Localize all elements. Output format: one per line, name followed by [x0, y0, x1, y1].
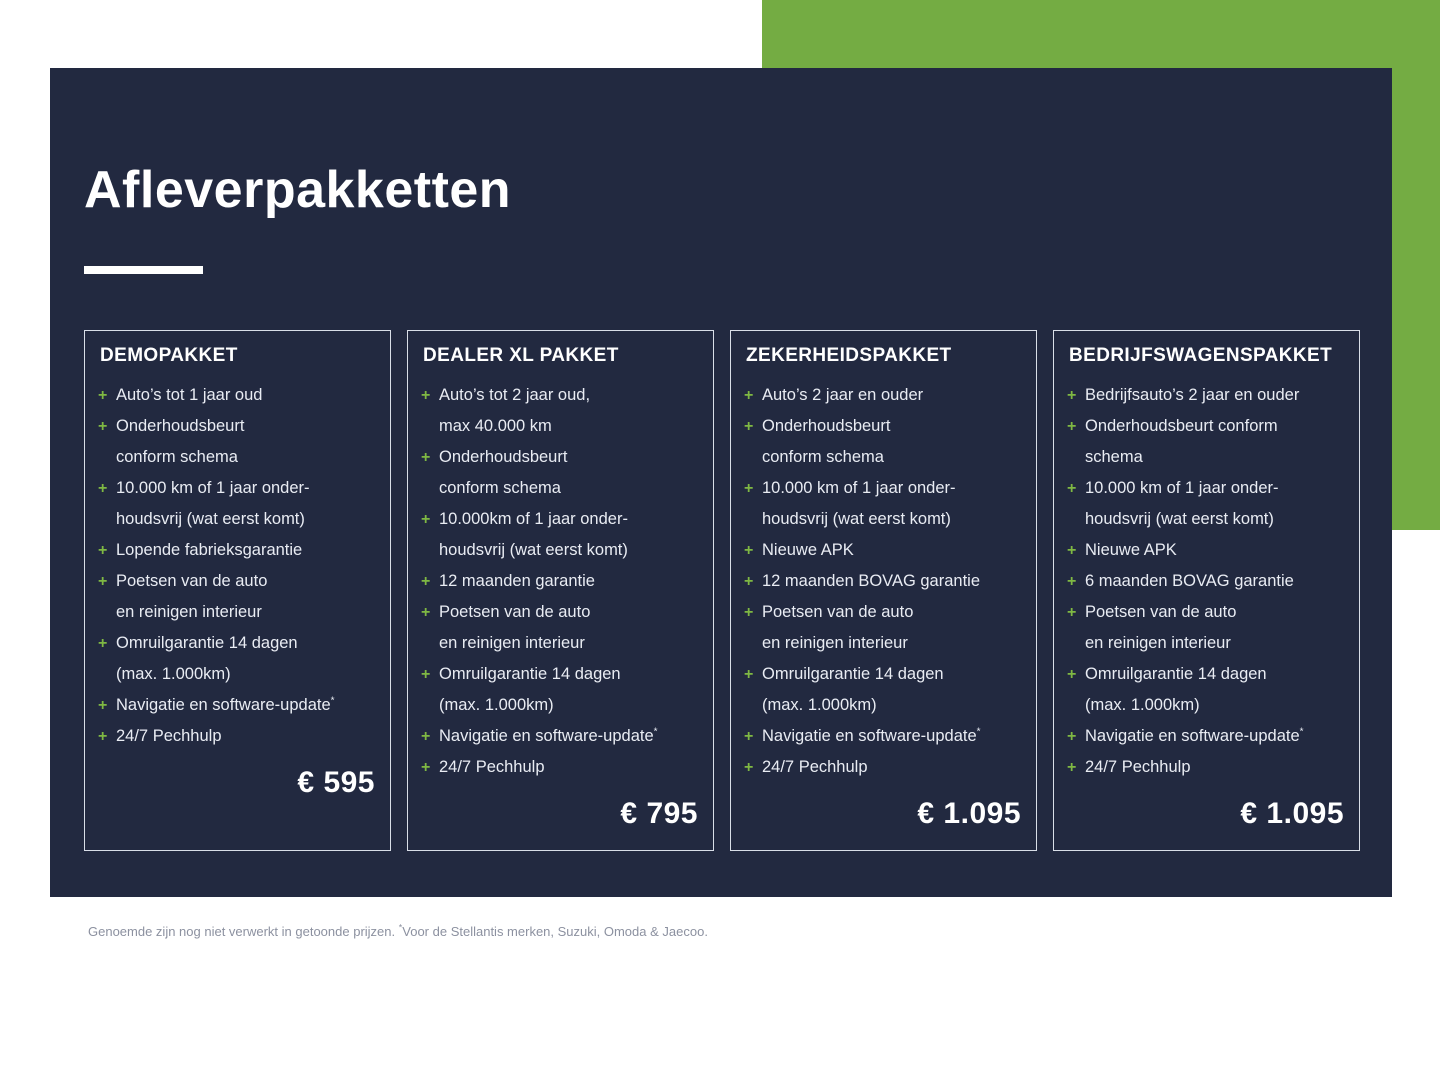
feature-line-continuation: [98, 659, 377, 690]
package-card: [730, 330, 1037, 851]
feature-line: [421, 504, 700, 535]
asterisk-superscript: *: [1299, 726, 1304, 738]
feature-line: [744, 535, 1023, 566]
plus-icon: +: [98, 418, 108, 435]
footnote-text: Genoemde zijn nog niet verwerkt in getoonde prijzen.: [88, 924, 399, 939]
plus-icon: +: [744, 728, 754, 745]
feature-line: [744, 659, 1023, 690]
feature-line-continuation: [744, 442, 1023, 473]
feature-text: Onderhoudsbeurt: [439, 448, 568, 466]
feature-text: Omruilgarantie 14 dagen: [439, 665, 621, 683]
feature-list: [98, 380, 377, 752]
feature-line: [744, 380, 1023, 411]
feature-text: 24/7 Pechhulp: [439, 758, 545, 776]
feature-text: 12 maanden garantie: [439, 572, 595, 590]
plus-icon: +: [744, 418, 754, 435]
plus-icon: +: [421, 387, 431, 404]
page-title: Afleverpakketten: [84, 161, 512, 219]
plus-icon: +: [1067, 480, 1077, 497]
package-price: € 795: [620, 797, 698, 830]
feature-line: [98, 566, 377, 597]
feature-text: Onderhoudsbeurt: [762, 417, 891, 435]
feature-text: 12 maanden BOVAG garantie: [762, 572, 980, 590]
feature-line: [98, 721, 377, 752]
feature-text: en reinigen interieur: [439, 634, 585, 652]
plus-icon: +: [421, 728, 431, 745]
feature-text: Bedrijfsauto’s 2 jaar en ouder: [1085, 386, 1300, 404]
feature-line: [421, 566, 700, 597]
plus-icon: +: [744, 666, 754, 683]
feature-text: Poetsen van de auto: [116, 572, 268, 590]
feature-line: [1067, 659, 1346, 690]
feature-line-continuation: [421, 535, 700, 566]
feature-text: houdsvrij (wat eerst komt): [439, 541, 628, 559]
feature-line: [421, 721, 700, 752]
feature-line: [1067, 380, 1346, 411]
feature-line-continuation: [744, 690, 1023, 721]
package-price: € 595: [297, 766, 375, 799]
plus-icon: +: [1067, 387, 1077, 404]
feature-text: Navigatie en software-update*: [762, 726, 981, 745]
package-title: ZEKERHEIDSPAKKET: [746, 345, 952, 366]
feature-line-continuation: [98, 504, 377, 535]
feature-text: Auto’s tot 1 jaar oud: [116, 386, 263, 404]
title-underline: [84, 266, 203, 274]
feature-text: 24/7 Pechhulp: [116, 727, 222, 745]
feature-text: 24/7 Pechhulp: [1085, 758, 1191, 776]
feature-line: [421, 659, 700, 690]
feature-text: Nieuwe APK: [762, 541, 854, 559]
feature-line-continuation: [421, 628, 700, 659]
asterisk-superscript: *: [330, 695, 335, 707]
feature-line-continuation: [98, 597, 377, 628]
feature-text: 10.000 km of 1 jaar onder-: [762, 479, 956, 497]
feature-line: [744, 411, 1023, 442]
feature-line-continuation: [98, 442, 377, 473]
package-price: € 1.095: [917, 797, 1021, 830]
feature-text: conform schema: [762, 448, 884, 466]
feature-line-continuation: [744, 504, 1023, 535]
feature-line: [1067, 752, 1346, 783]
feature-text: Navigatie en software-update*: [116, 695, 335, 714]
feature-line: [744, 473, 1023, 504]
feature-line: [98, 411, 377, 442]
plus-icon: +: [1067, 666, 1077, 683]
feature-line: [1067, 721, 1346, 752]
feature-text: 10.000km of 1 jaar onder-: [439, 510, 628, 528]
plus-icon: +: [744, 387, 754, 404]
plus-icon: +: [421, 449, 431, 466]
plus-icon: +: [1067, 728, 1077, 745]
feature-line: [744, 597, 1023, 628]
feature-line: [1067, 473, 1346, 504]
feature-text: (max. 1.000km): [1085, 696, 1200, 714]
plus-icon: +: [98, 387, 108, 404]
feature-text: Omruilgarantie 14 dagen: [1085, 665, 1267, 683]
footnote: [88, 924, 708, 939]
footnote-text-2: Voor de Stellantis merken, Suzuki, Omoda & Jaecoo.: [402, 924, 708, 939]
plus-icon: +: [98, 697, 108, 714]
feature-text: Poetsen van de auto: [762, 603, 914, 621]
feature-line: [744, 721, 1023, 752]
plus-icon: +: [98, 728, 108, 745]
feature-text: (max. 1.000km): [439, 696, 554, 714]
feature-line-continuation: [1067, 504, 1346, 535]
feature-text: Nieuwe APK: [1085, 541, 1177, 559]
feature-text: Onderhoudsbeurt conform: [1085, 417, 1278, 435]
plus-icon: +: [98, 480, 108, 497]
feature-line-continuation: [421, 411, 700, 442]
feature-text: (max. 1.000km): [116, 665, 231, 683]
feature-text: Lopende fabrieksgarantie: [116, 541, 303, 559]
package-title: BEDRIJFSWAGENSPAKKET: [1069, 345, 1333, 366]
plus-icon: +: [1067, 542, 1077, 559]
plus-icon: +: [744, 480, 754, 497]
feature-line-continuation: [421, 690, 700, 721]
plus-icon: +: [421, 511, 431, 528]
feature-line: [421, 380, 700, 411]
footnote-asterisk: *: [398, 922, 403, 933]
plus-icon: +: [421, 759, 431, 776]
package-price: € 1.095: [1240, 797, 1344, 830]
feature-list: [744, 380, 1023, 783]
plus-icon: +: [744, 759, 754, 776]
package-title: DEALER XL PAKKET: [423, 345, 619, 366]
plus-icon: +: [744, 542, 754, 559]
feature-text: conform schema: [439, 479, 561, 497]
plus-icon: +: [744, 604, 754, 621]
feature-text: Auto’s tot 2 jaar oud,: [439, 386, 591, 404]
feature-text: 10.000 km of 1 jaar onder-: [116, 479, 310, 497]
feature-text: 10.000 km of 1 jaar onder-: [1085, 479, 1279, 497]
plus-icon: +: [744, 573, 754, 590]
feature-text: en reinigen interieur: [1085, 634, 1231, 652]
feature-line: [1067, 411, 1346, 442]
feature-line: [98, 535, 377, 566]
feature-list: [1067, 380, 1346, 783]
feature-line-continuation: [1067, 690, 1346, 721]
feature-text: Navigatie en software-update*: [1085, 726, 1304, 745]
feature-line: [1067, 597, 1346, 628]
package-card: [1053, 330, 1360, 851]
plus-icon: +: [1067, 759, 1077, 776]
feature-line: [98, 380, 377, 411]
feature-line: [98, 690, 377, 721]
feature-line: [98, 628, 377, 659]
feature-text: 24/7 Pechhulp: [762, 758, 868, 776]
plus-icon: +: [421, 666, 431, 683]
plus-icon: +: [1067, 573, 1077, 590]
feature-text: (max. 1.000km): [762, 696, 877, 714]
feature-text: houdsvrij (wat eerst komt): [762, 510, 951, 528]
feature-line-continuation: [421, 473, 700, 504]
feature-text: en reinigen interieur: [762, 634, 908, 652]
feature-line-continuation: [1067, 442, 1346, 473]
feature-text: houdsvrij (wat eerst komt): [1085, 510, 1274, 528]
feature-text: houdsvrij (wat eerst komt): [116, 510, 305, 528]
feature-line: [744, 566, 1023, 597]
feature-line: [1067, 535, 1346, 566]
feature-text: 6 maanden BOVAG garantie: [1085, 572, 1294, 590]
main-panel: [50, 68, 1392, 897]
feature-line: [1067, 566, 1346, 597]
feature-line: [98, 473, 377, 504]
asterisk-superscript: *: [653, 726, 658, 738]
plus-icon: +: [98, 573, 108, 590]
feature-line: [421, 597, 700, 628]
plus-icon: +: [421, 604, 431, 621]
feature-text: conform schema: [116, 448, 238, 466]
feature-line: [744, 752, 1023, 783]
asterisk-superscript: *: [976, 726, 981, 738]
plus-icon: +: [98, 635, 108, 652]
feature-line-continuation: [1067, 628, 1346, 659]
feature-text: Omruilgarantie 14 dagen: [762, 665, 944, 683]
plus-icon: +: [1067, 418, 1077, 435]
feature-text: Auto’s 2 jaar en ouder: [762, 386, 924, 404]
feature-text: Omruilgarantie 14 dagen: [116, 634, 298, 652]
packages-row: [84, 330, 1360, 851]
feature-text: schema: [1085, 448, 1143, 466]
feature-line: [421, 442, 700, 473]
feature-list: [421, 380, 700, 783]
feature-text: max 40.000 km: [439, 417, 552, 435]
feature-text: Navigatie en software-update*: [439, 726, 658, 745]
package-title: DEMOPAKKET: [100, 345, 238, 366]
package-card: [84, 330, 391, 851]
feature-line: [421, 752, 700, 783]
plus-icon: +: [98, 542, 108, 559]
feature-line-continuation: [744, 628, 1023, 659]
feature-text: en reinigen interieur: [116, 603, 262, 621]
plus-icon: +: [421, 573, 431, 590]
plus-icon: +: [1067, 604, 1077, 621]
package-card: [407, 330, 714, 851]
feature-text: Poetsen van de auto: [1085, 603, 1237, 621]
feature-text: Poetsen van de auto: [439, 603, 591, 621]
feature-text: Onderhoudsbeurt: [116, 417, 245, 435]
